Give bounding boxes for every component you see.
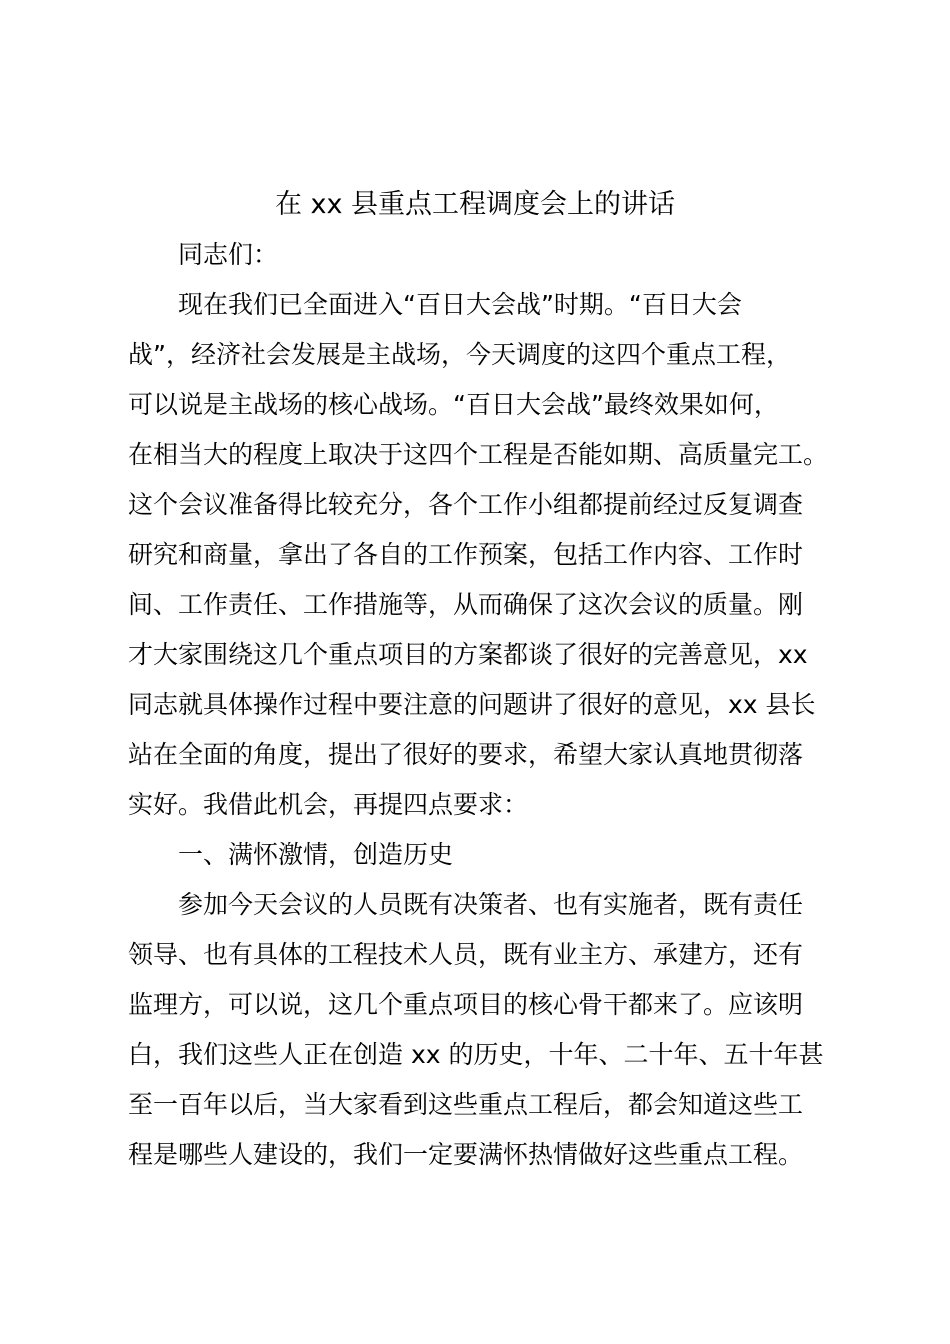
paragraph-line: 才大家围绕这几个重点项目的方案都谈了很好的完善意见，xx xyxy=(128,640,808,669)
paragraph-2 xyxy=(128,880,833,1180)
paragraph-line: 领导、也有具体的工程技术人员，既有业主方、承建方，还有 xyxy=(128,940,804,969)
paragraph-line: 至一百年以后，当大家看到这些重点工程后，都会知道这些工 xyxy=(128,1090,804,1119)
paragraph-line: 参加今天会议的人员既有决策者、也有实施者，既有责任 xyxy=(178,890,804,919)
section-1-heading: 一、满怀激情，创造历史 xyxy=(178,840,454,869)
salutation: 同志们： xyxy=(178,240,279,269)
paragraph-line: 程是哪些人建设的，我们一定要满怀热情做好这些重点工程。 xyxy=(128,1140,804,1169)
paragraph-line: 研究和商量，拿出了各自的工作预案，包括工作内容、工作时 xyxy=(128,540,804,569)
paragraph-line: 这个会议准备得比较充分，各个工作小组都提前经过反复调查 xyxy=(128,490,804,519)
paragraph-line: 间、工作责任、工作措施等，从而确保了这次会议的质量。刚 xyxy=(128,590,804,619)
paragraph-1 xyxy=(128,280,833,830)
document-title: 在 xx 县重点工程调度会上的讲话 xyxy=(274,189,676,220)
paragraph-line: 可以说是主战场的核心战场。“百日大会战”最终效果如何， xyxy=(128,390,779,419)
paragraph-line: 监理方，可以说，这几个重点项目的核心骨干都来了。应该明 xyxy=(128,990,804,1019)
paragraph-line: 白，我们这些人正在创造 xx 的历史，十年、二十年、五十年甚 xyxy=(128,1040,824,1069)
paragraph-line: 实好。我借此机会，再提四点要求： xyxy=(128,790,529,819)
paragraph-line: 现在我们已全面进入“百日大会战”时期。“百日大会 xyxy=(178,290,742,319)
paragraph-line: 站在全面的角度，提出了很好的要求，希望大家认真地贯彻落 xyxy=(128,740,804,769)
paragraph-line: 同志就具体操作过程中要注意的问题讲了很好的意见，xx 县长 xyxy=(128,690,816,719)
paragraph-line: 战”，经济社会发展是主战场，今天调度的这四个重点工程， xyxy=(128,340,791,369)
paragraph-line: 在相当大的程度上取决于这四个工程是否能如期、高质量完工。 xyxy=(128,440,829,469)
document-body xyxy=(128,232,833,1180)
